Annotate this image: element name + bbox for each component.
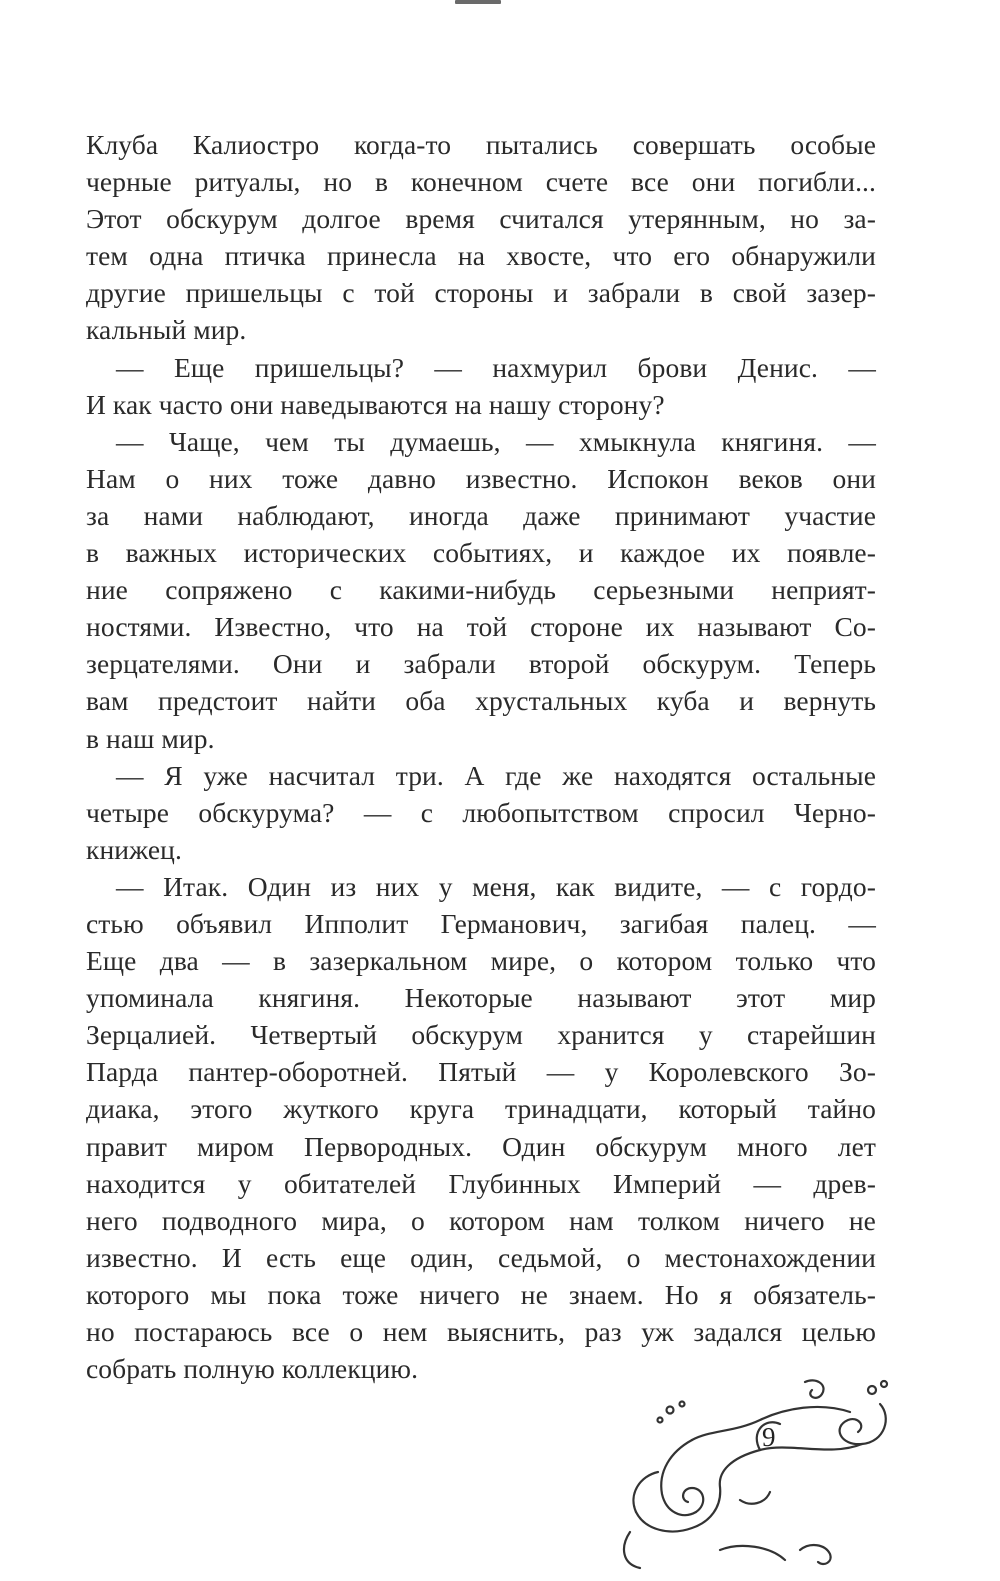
- text-line: за нами наблюдают, иногда даже принимают участие: [86, 499, 876, 531]
- text-line: Нам о них тоже давно известно. Испокон веков они: [86, 462, 876, 494]
- decorative-flourish-icon: [600, 1372, 900, 1572]
- text-line: Парда пантер-оборотней. Пятый — у Королевского Зо-: [86, 1056, 876, 1088]
- text-line: стью объявил Ипполит Германович, загибая палец. —: [86, 907, 876, 939]
- body-text: [86, 126, 876, 1387]
- text-line: четыре обскурума? — с любопытством спросил Черно-: [86, 796, 876, 828]
- text-line: — Итак. Один из них у меня, как видите, — с гордо-: [116, 870, 876, 902]
- text-line: Еще два — в зазеркальном мире, о котором только что: [86, 945, 876, 977]
- text-line: него подводного мира, о котором нам толком ничего не: [86, 1204, 876, 1236]
- text-line: Зерцалией. Четвертый обскурум хранится у старейшин: [86, 1019, 876, 1051]
- page-number: 9: [762, 1422, 776, 1452]
- text-line: упоминала княгиня. Некоторые называют этот мир: [86, 982, 876, 1014]
- text-line: — Чаще, чем ты думаешь, — хмыкнула княгиня. —: [116, 425, 876, 457]
- text-line: в наш мир.: [86, 722, 215, 754]
- text-line: ностями. Известно, что на той стороне их называют Со-: [86, 611, 876, 643]
- text-line: собрать полную коллекцию.: [86, 1353, 419, 1385]
- text-line: — Я уже насчитал три. А где же находятся остальные: [116, 759, 876, 791]
- text-line: но постараюсь все о нем выяснить, раз уж задался целью: [86, 1316, 876, 1347]
- text-line: черные ритуалы, но в конечном счете все они погибли...: [86, 166, 876, 198]
- text-line: зерцателями. Они и забрали второй обскурум. Теперь: [86, 648, 876, 680]
- text-line: И как часто они наведываются на нашу сторону?: [86, 388, 665, 420]
- text-line: находится у обитателей Глубинных Империй — древ-: [86, 1167, 876, 1199]
- text-line: вам предстоит найти оба хрустальных куба и вернуть: [86, 685, 876, 717]
- text-line: Клуба Калиостро когда-то пытались совершать особые: [86, 129, 876, 160]
- text-line: ние сопряжено с какими-нибудь серьезными неприят-: [86, 574, 876, 606]
- text-line: — Еще пришельцы? — нахмурил брови Денис. —: [116, 351, 876, 383]
- text-line: которого мы пока тоже ничего не знаем. Но я обязатель-: [86, 1278, 876, 1310]
- text-line: книжец.: [86, 833, 182, 865]
- text-line: Этот обскурум долгое время считался утерянным, но за-: [86, 203, 876, 235]
- text-line: правит миром Первородных. Один обскурум много лет: [86, 1130, 876, 1162]
- text-line: в важных исторических событиях, и каждое их появле-: [86, 537, 876, 569]
- text-line: другие пришельцы с той стороны и забрали в свой зазер-: [86, 277, 876, 309]
- text-line: диака, этого жуткого круга тринадцати, который тайно: [86, 1093, 876, 1125]
- text-line: тем одна птичка принесла на хвосте, что его обнаружили: [86, 240, 876, 272]
- text-line: известно. И есть еще один, седьмой, о местонахождении: [86, 1241, 876, 1273]
- text-line: кальный мир.: [86, 314, 247, 346]
- top-edge-mark: [455, 0, 501, 4]
